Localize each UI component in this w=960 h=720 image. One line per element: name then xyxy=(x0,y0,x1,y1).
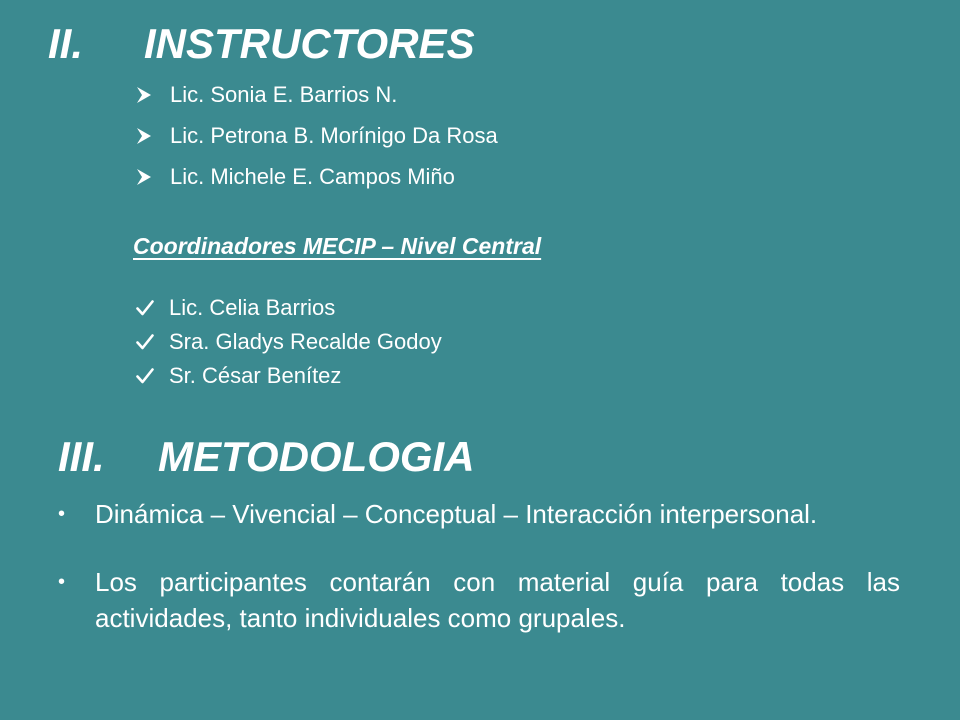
coordinador-list xyxy=(136,291,442,393)
list-item xyxy=(136,325,442,359)
list-item xyxy=(136,359,442,393)
coordinador-name: Lic. Celia Barrios xyxy=(169,295,336,320)
list-item xyxy=(136,156,498,197)
arrow-bullet-icon xyxy=(136,127,170,145)
section-heading-metodologia xyxy=(58,433,475,481)
list-item xyxy=(136,291,442,325)
metodologia-bullets xyxy=(58,496,900,668)
section-number: III. xyxy=(58,433,105,480)
instructor-list xyxy=(136,74,498,197)
list-item xyxy=(58,496,900,532)
arrow-bullet-icon xyxy=(136,168,170,186)
section-heading-instructores xyxy=(48,20,475,68)
instructor-name: Lic. Michele E. Campos Miño xyxy=(170,163,455,189)
checkmark-icon xyxy=(136,300,169,316)
section-number: II. xyxy=(48,20,84,67)
bullet-icon: • xyxy=(58,571,66,593)
section-title: METODOLOGIA xyxy=(158,433,475,480)
checkmark-icon xyxy=(136,334,169,350)
bullet-text: Dinámica – Vivencial – Conceptual – Interacción interpersonal. xyxy=(95,499,818,529)
coordinador-name: Sr. César Benítez xyxy=(169,363,342,388)
instructor-name: Lic. Petrona B. Morínigo Da Rosa xyxy=(170,122,498,148)
section-title: INSTRUCTORES xyxy=(144,20,475,67)
instructor-name: Lic. Sonia E. Barrios N. xyxy=(170,81,398,107)
list-item xyxy=(136,74,498,115)
bullet-icon: • xyxy=(58,503,66,525)
list-item xyxy=(136,115,498,156)
arrow-bullet-icon xyxy=(136,86,170,104)
list-item xyxy=(58,564,900,636)
coordinadores-heading: Coordinadores MECIP – Nivel Central xyxy=(133,233,542,259)
checkmark-icon xyxy=(136,368,169,384)
bullet-text: Los participantes contarán con material guía para todas las actividades, tanto individuales como grupales. xyxy=(95,567,900,633)
coordinador-name: Sra. Gladys Recalde Godoy xyxy=(169,329,442,354)
